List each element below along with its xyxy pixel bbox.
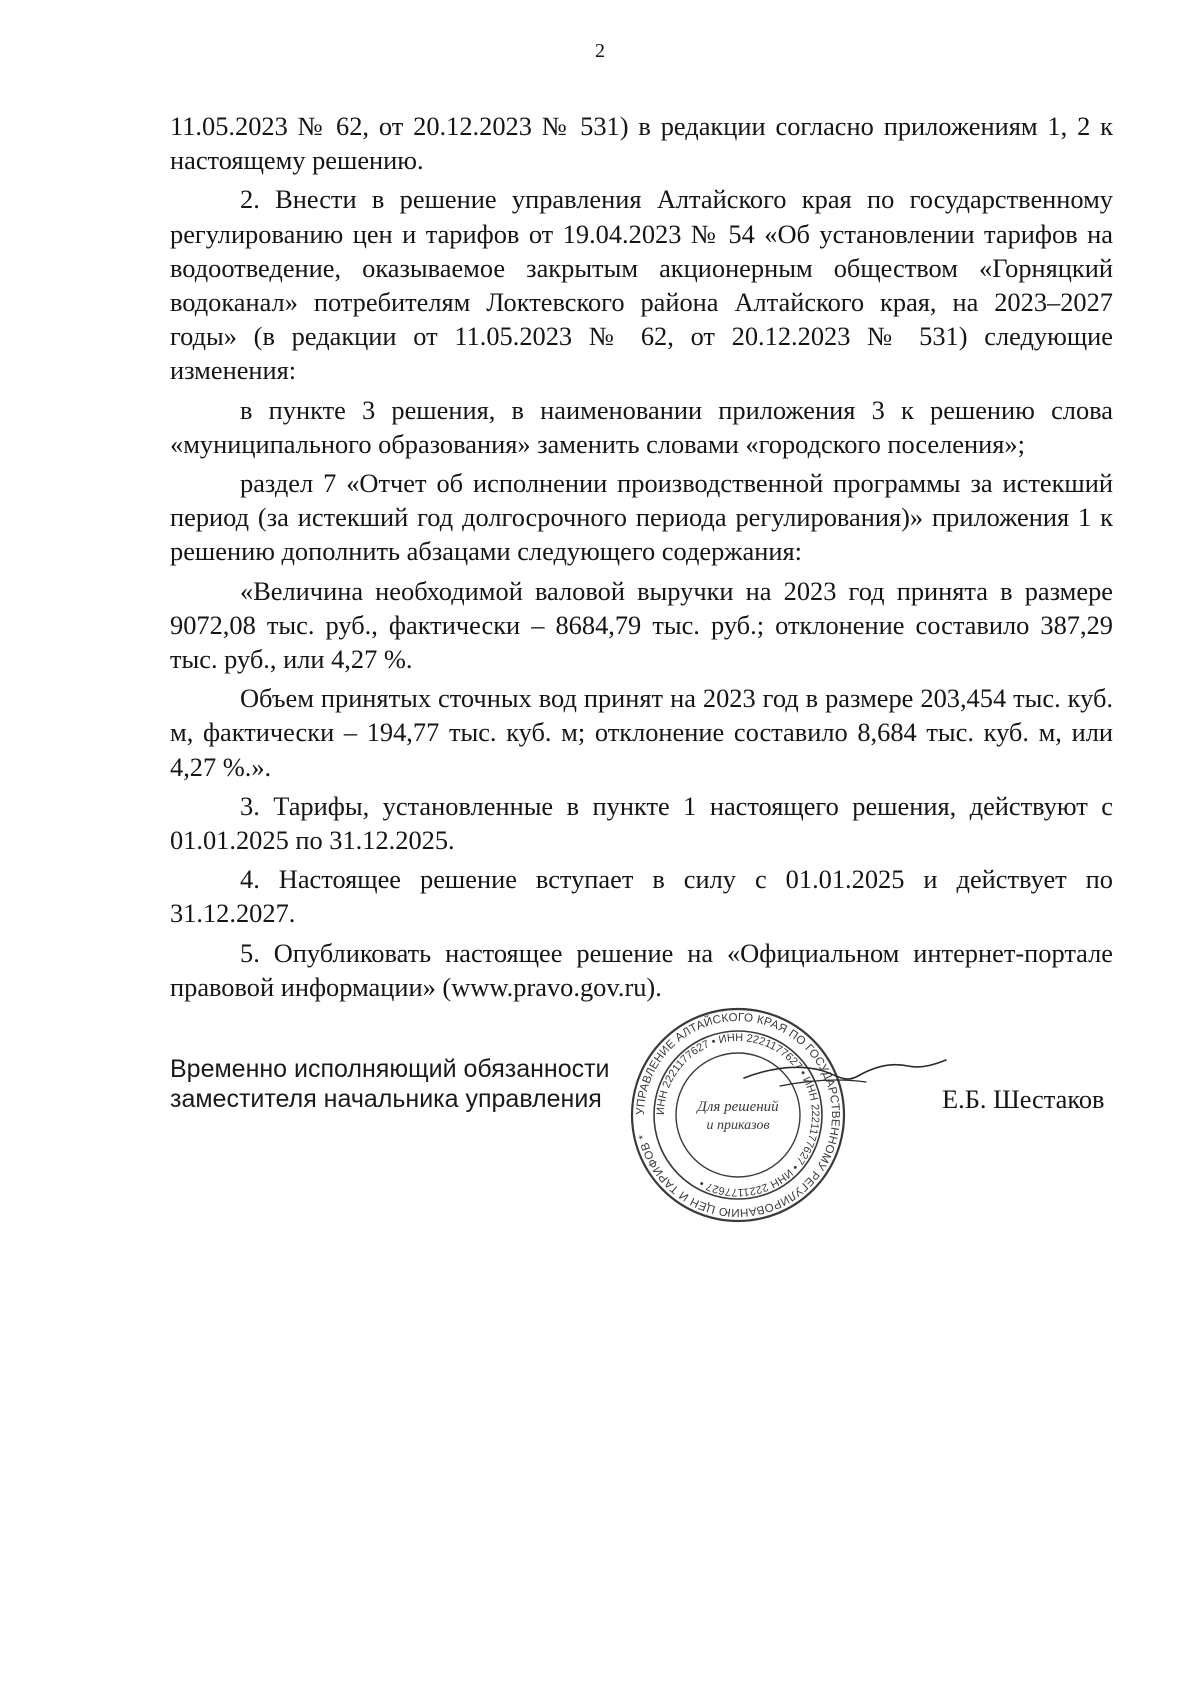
signer-name: Е.Б. Шестаков bbox=[942, 1084, 1105, 1114]
stamp-center-line-1: Для решений bbox=[697, 1099, 779, 1115]
signer-title-line-2: заместителя начальника управления bbox=[170, 1085, 602, 1113]
stamp-outer-text: УПРАВЛЕНИЕ АЛТАЙСКОГО КРАЯ ПО ГОСУДАРСТВЕННОМУ РЕГУЛИРОВАНИЮ ЦЕН И ТАРИФОВ * bbox=[633, 1010, 843, 1220]
official-stamp bbox=[628, 1005, 848, 1225]
paragraph-revenue: «Величина необходимой валовой выручки на 2023 год принята в размере 9072,08 тыс. руб., фактически – 8684,79 тыс. руб.; отклонение составило 387,29 тыс. руб., или 4,27 %. bbox=[170, 575, 1113, 675]
page-number: 2 bbox=[595, 40, 605, 62]
paragraph-continuation: 11.05.2023 № 62, от 20.12.2023 № 531) в редакции согласно приложениям 1, 2 к настоящему решению. bbox=[170, 111, 1113, 176]
handwritten-signature bbox=[740, 1040, 950, 1110]
paragraph-item-2: 2. Внести в решение управления Алтайского края по государственному регулированию цен и тарифов от 19.04.2023 № 54 «Об установлении тарифов на водоотведение, оказываемое закрытым акционерным обществом «Горняцкий водоканал» потребителям Локтевского района Алтайского края, на 2023–2027 годы» (в редакции от 11.05.2023 № 62, от 20.12.2023 № 531) следующие изменения: bbox=[170, 184, 1113, 386]
signer-title bbox=[170, 1054, 610, 1114]
paragraph-point-3-change: в пункте 3 решения, в наименовании приложения 3 к решению слова «муниципального образования» заменить словами «городского поселения»; bbox=[170, 394, 1113, 459]
paragraph-item-4: 4. Настоящее решение вступает в силу с 01.01.2025 и действует по 31.12.2027. bbox=[170, 864, 1113, 929]
paragraph-section-7: раздел 7 «Отчет об исполнении производственной программы за истекший период (за истекший год долгосрочного периода регулирования)» приложения 1 к решению дополнить абзацами следующего содержания: bbox=[170, 468, 1113, 567]
paragraph-item-3: 3. Тарифы, установленные в пункте 1 настоящего решения, действуют с 01.01.2025 по 31.12.2025. bbox=[170, 790, 1113, 856]
stamp-inn-text: ИНН 2221177627 • ИНН 2221177627 • ИНН 2221177627 • ИНН 2221177627 • bbox=[654, 1031, 822, 1199]
document-body bbox=[170, 109, 1113, 1004]
signer-title-line-1: Временно исполняющий обязанности bbox=[170, 1055, 610, 1083]
stamp-center-line-2: и приказов bbox=[706, 1118, 770, 1133]
paragraph-wastewater-volume: Объем принятых сточных вод принят на 2023 год в размере 203,454 тыс. куб. м, фактически – 194,77 тыс. куб. м; отклонение составило 8,684 тыс. куб. м, или 4,27 %.». bbox=[170, 683, 1113, 782]
paragraph-item-5: 5. Опубликовать настоящее решение на «Официальном интернет-портале правовой информации» (www.pravo.gov.ru). bbox=[170, 937, 1113, 1002]
